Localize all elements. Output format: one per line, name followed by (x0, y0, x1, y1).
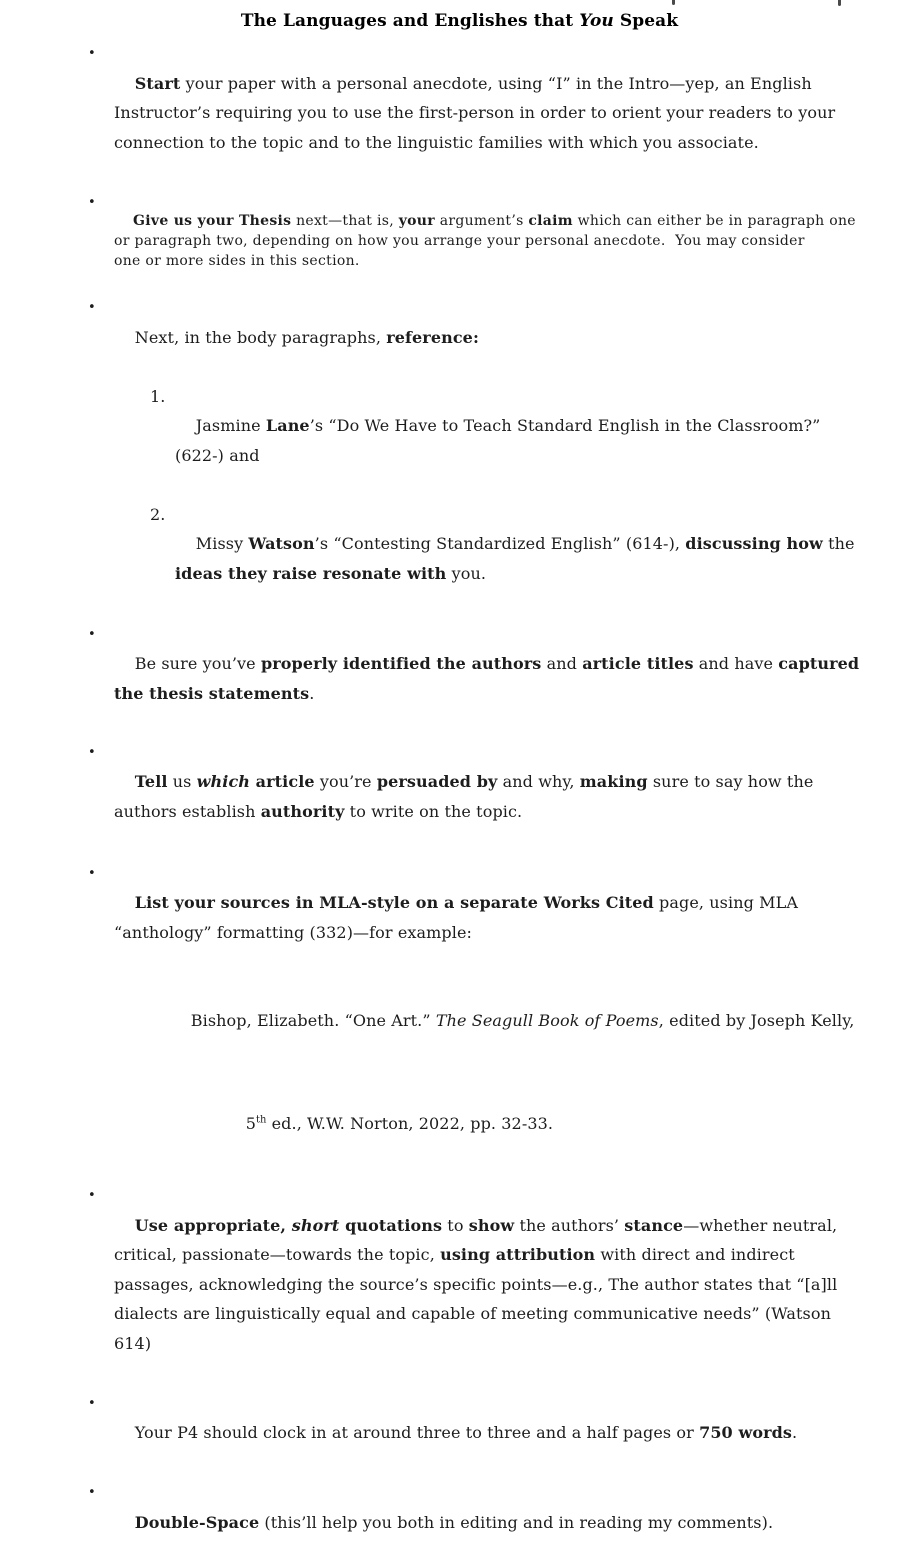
citation-line-1 (170, 977, 909, 1066)
bullet-identified (88, 620, 909, 738)
list-number: 1. (150, 386, 166, 406)
bullet-icon: • (88, 865, 96, 881)
list-number: 2. (150, 504, 166, 524)
list-item-text: Missy Watson’s “Contesting Standardized English” (614-), discussing how the ideas they raise resonate with you. (175, 534, 855, 583)
bullet-icon: • (88, 1188, 96, 1204)
bullet-text: Tell us which article you’re persuaded by and why, making sure to say how the authors establish authority to write on the topic. (114, 772, 814, 821)
numbered-item-watson (150, 500, 909, 618)
list-item-text: Jasmine Lane’s “Do We Have to Teach Standard English in the Classroom?” (622-) and (175, 416, 821, 465)
bullet-text: Your P4 should clock in at around three to three and a half pages or 750 words. (134, 1423, 798, 1443)
citation-text: 5th ed., W.W. Norton, 2022, pp. 32-33. (245, 1114, 554, 1134)
bullet-start (88, 39, 909, 187)
bullet-text: Use appropriate, short quotations to show the authors’ stance—whether neutral, critical, passionate—towards the topic, using attribution with direct and indirect passages, acknowledging the source’s specific points—e.g., The author states that “[a]ll dialects are linguistically equal and capable of meeting communicative needs” (Watson 614) (114, 1215, 838, 1353)
citation-text: Bishop, Elizabeth. “One Art.” The Seagull Book of Poems, edited by Joseph Kelly, (190, 1011, 855, 1031)
bullet-double-space (88, 1478, 909, 1567)
bullet-length (88, 1389, 909, 1478)
bullet-icon: • (88, 300, 96, 316)
bullet-text: Be sure you’ve properly identified the authors and article titles and have captured the thesis statements. (114, 654, 860, 703)
letter-descender-fragment (672, 0, 675, 5)
bullet-quotations (88, 1181, 909, 1388)
bullet-icon: • (88, 1485, 96, 1501)
bullet-text: Start your paper with a personal anecdote, using “I” in the Intro—yep, an English Instructor’s requiring you to use the first-person in order to orient your readers to your connection to the topic and to the linguistic families with which you associate. (114, 73, 836, 152)
bullet-icon: • (88, 46, 96, 61)
bullet-icon: • (88, 744, 96, 760)
bullet-icon: • (88, 1395, 96, 1411)
bullet-text: Give us your Thesis next—that is, your argument’s claim which can either be in paragraph one or paragraph two, depending on how you arrange your personal anecdote. You may consider one or more sides in this section. (114, 213, 856, 269)
bullet-text: Next, in the body paragraphs, reference: (134, 327, 479, 347)
bullet-thesis (88, 193, 909, 292)
bullet-text: Double-Space (this’ll help you both in editing and in reading my comments). (134, 1512, 774, 1532)
bullet-text: List your sources in MLA-style on a separate Works Cited page, using MLA “anthology” formatting (332)—for example: (114, 893, 798, 942)
cropped-line-artifact (0, 0, 919, 7)
bullet-icon: • (88, 626, 96, 642)
bullet-icon: • (88, 194, 96, 210)
bullet-persuaded (88, 738, 909, 856)
letter-descender-fragment (838, 0, 841, 6)
document-title: The Languages and Englishes that You Speak (240, 11, 679, 31)
citation-line-2 (225, 1076, 909, 1168)
bullet-reference (88, 293, 909, 382)
numbered-item-lane (150, 382, 909, 500)
bullet-works-cited (88, 859, 909, 977)
